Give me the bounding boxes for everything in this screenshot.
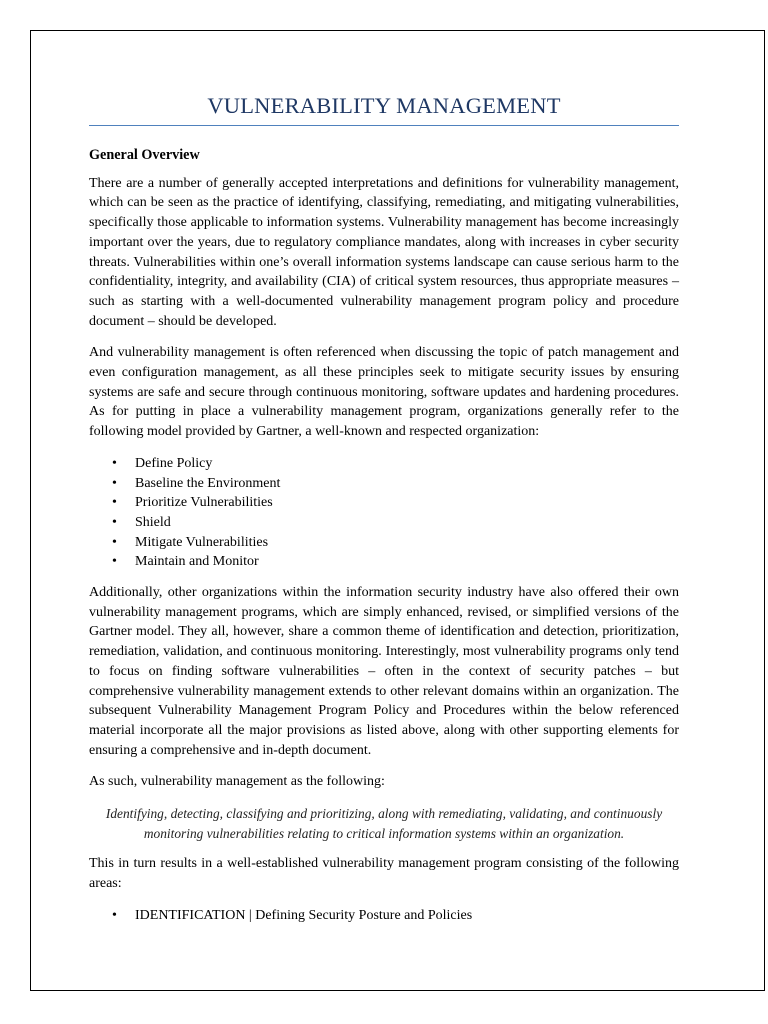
title-underline xyxy=(89,125,679,126)
paragraph-patch-management: And vulnerability management is often referenced when discussing the topic of patch management and even configuration management, as all these principles seek to mitigate security issues by ensuring systems are safe and secure through continuous monitoring, software updates and hardening procedures. As for putting in place a vulnerability management program, organizations generally refer to the following model provided by Gartner, a well-known and respected organization: xyxy=(89,345,679,440)
paragraph-program-areas: This in turn results in a well-established vulnerability management program consisting of the following areas: xyxy=(89,856,679,891)
bullet-icon: • xyxy=(112,554,117,570)
section-heading: General Overview xyxy=(89,147,200,163)
list-item-text: Shield xyxy=(135,514,171,530)
paragraph-definition-lead: As such, vulnerability management as the following: xyxy=(89,774,385,790)
definition-quote: Identifying, detecting, classifying and prioritizing, along with remediating, validating, and continuously monitoring vulnerabilities relating to critical information systems within an organization. xyxy=(105,806,663,841)
list-item xyxy=(89,493,679,513)
list-item-text: Define Policy xyxy=(135,455,213,471)
document-body xyxy=(89,146,679,936)
gartner-model-list xyxy=(89,454,679,572)
bullet-icon: • xyxy=(112,907,117,923)
list-item xyxy=(89,906,679,926)
bullet-icon: • xyxy=(112,475,117,491)
list-item xyxy=(89,533,679,553)
bullet-icon: • xyxy=(112,455,117,471)
list-item-text: Prioritize Vulnerabilities xyxy=(135,495,273,511)
document-title: VULNERABILITY MANAGEMENT xyxy=(207,93,561,118)
list-item-text: Mitigate Vulnerabilities xyxy=(135,534,269,550)
list-item-text: Baseline the Environment xyxy=(135,475,281,491)
list-item xyxy=(89,552,679,572)
paragraph-intro: There are a number of generally accepted interpretations and definitions for vulnerability management, which can be seen as the practice of identifying, classifying, remediating, and mitigating vulnerabilities, specifically those applicable to information systems. Vulnerability management has become increasingly important over the years, due to regulatory compliance mandates, along with increases in cyber security threats. Vulnerabilities within one’s overall information systems landscape can cause serious harm to the confidentiality, integrity, and availability (CIA) of critical system resources, thus appropriate measures – such as starting with a well-documented vulnerability management program policy and procedure document – should be developed. xyxy=(89,175,679,329)
paragraph-other-programs: Additionally, other organizations within the information security industry have also offered their own vulnerability management programs, which are simply enhanced, revised, or simplified versions of the Gartner model. They all, however, share a common theme of identification and detection, prioritization, remediation, validation, and continuous monitoring. Interestingly, most vulnerability programs only tend to focus on finding software vulnerabilities – often in the context of security patches – but comprehensive vulnerability management extends to other relevant domains within an organization. The subsequent Vulnerability Management Program Policy and Procedures within the below referenced material incorporate all the major provisions as listed above, along with other supporting elements for ensuring a comprehensive and in-depth document. xyxy=(89,585,679,758)
list-item xyxy=(89,513,679,533)
list-item-text: Maintain and Monitor xyxy=(135,554,259,570)
bullet-icon: • xyxy=(112,514,117,530)
list-item xyxy=(89,474,679,494)
list-item-text: IDENTIFICATION | Defining Security Posture and Policies xyxy=(135,907,473,923)
bullet-icon: • xyxy=(112,534,117,550)
program-areas-list xyxy=(89,906,679,926)
bullet-icon: • xyxy=(112,495,117,511)
list-item xyxy=(89,454,679,474)
